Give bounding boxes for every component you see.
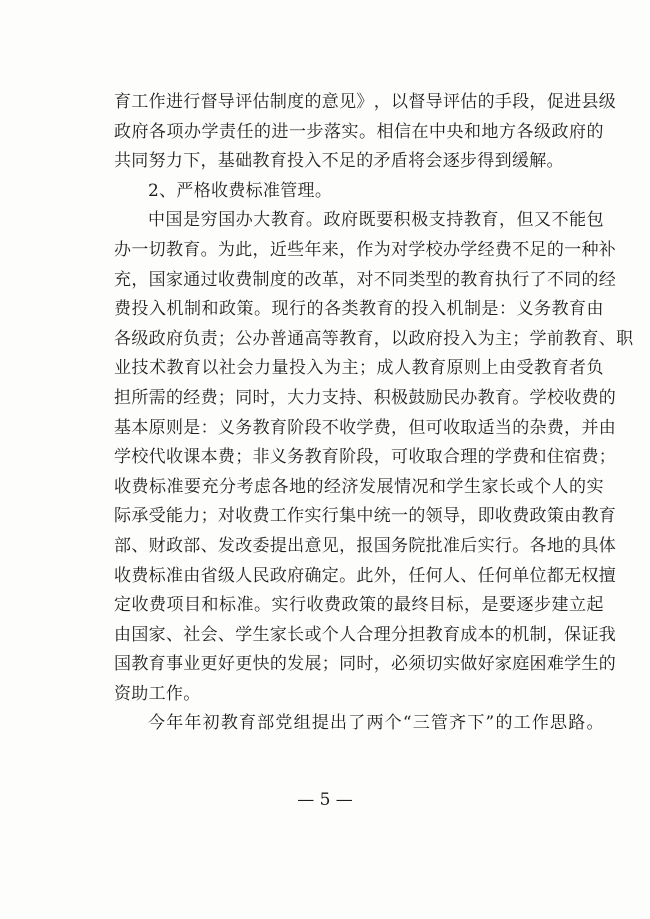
text-line: 今 年 年 初 教 育 部 党 组 提 出 了 两 个 “ 三 管 齐 下 ” 的 工 作 思 路 。 <box>148 713 604 734</box>
text-line: 部 、 财 政 部 、 发 改 委 提 出 意 见 ， 报 国 务 院 批 准 后 实 行 。 各 地 的 具 体 <box>114 535 617 556</box>
text-line: 共同努力下，基础教育投入不足的矛盾将会逐步得到缓解。 <box>114 151 564 172</box>
body-text <box>114 88 634 739</box>
text-line: 收 费 标 准 由 省 级 人 民 政 府 确 定 。 此 外 ， 任 何 人 、 任 何 单 位 都 无 权 擅 <box>114 565 617 586</box>
text-line: 收 费 标 准 要 充 分 考 虑 各 地 的 经 济 发 展 情 况 和 学 生 家 长 或 个 人 的 实 <box>114 476 604 497</box>
page-number: — 5 — <box>297 790 353 810</box>
text-line: 中 国 是 穷 国 办 大 教 育 。 政 府 既 要 积 极 支 持 教 育 ， 但 又 不 能 包 <box>148 210 604 231</box>
text-line: 国 教 育 事 业 更 好 更 快 的 发 展 ； 同 时 ， 必 须 切 实 做 好 家 庭 困 难 学 生 的 <box>114 654 617 675</box>
text-line: 业 技 术 教 育 以 社 会 力 量 投 入 为 主 ； 成 人 教 育 原 则 上 由 受 教 育 者 负 <box>114 358 604 379</box>
text-line: 政 府 各 项 办 学 责 任 的 进 一 步 落 实 。 相 信 在 中 央 和 地 方 各 级 政 府 的 <box>114 121 604 142</box>
text-line: 费 投 入 机 制 和 政 策 。 现 行 的 各 类 教 育 的 投 入 机 制 是 ： 义 务 教 育 由 <box>114 299 604 320</box>
text-line: 定 收 费 项 目 和 标 准 。 实 行 收 费 政 策 的 最 终 目 标 ， 是 要 逐 步 建 立 起 <box>114 595 604 616</box>
text-line: 办 一 切 教 育 。 为 此 ， 近 些 年 来 ， 作 为 对 学 校 办 学 经 费 不 足 的 一 种 补 <box>114 239 617 260</box>
text-line: 学 校 代 收 课 本 费 ； 非 义 务 教 育 阶 段 ， 可 收 取 合 理 的 学 费 和 住 宿 费 ； <box>114 447 617 468</box>
text-line: 各 级 政 府 负 责 ； 公 办 普 通 高 等 教 育 ， 以 政 府 投 入 为 主 ； 学 前 教 育 、 职 <box>114 328 634 349</box>
text-line: 际 承 受 能 力 ； 对 收 费 工 作 实 行 集 中 统 一 的 领 导 ， 即 收 费 政 策 由 教 育 <box>114 506 617 527</box>
section-heading: 2、严格收费标准管理。 <box>148 180 333 201</box>
text-line: 资助工作。 <box>114 683 201 704</box>
text-line: 充 ， 国 家 通 过 收 费 制 度 的 改 革 ， 对 不 同 类 型 的 教 育 执 行 了 不 同 的 经 <box>114 269 617 290</box>
text-line: 基 本 原 则 是 ： 义 务 教 育 阶 段 不 收 学 费 ， 但 可 收 取 适 当 的 杂 费 ， 并 由 <box>114 417 617 438</box>
text-line: 由 国 家 、 社 会 、 学 生 家 长 或 个 人 合 理 分 担 教 育 成 本 的 机 制 ， 保 证 我 <box>114 624 617 645</box>
text-line: 担 所 需 的 经 费 ； 同 时 ， 大 力 支 持 、 积 极 鼓 励 民 办 教 育 。 学 校 收 费 的 <box>114 387 617 408</box>
text-line: 育 工 作 进 行 督 导 评 估 制 度 的 意 见 》 ， 以 督 导 评 估 的 手 段 ， 促 进 县 级 <box>114 92 617 112</box>
